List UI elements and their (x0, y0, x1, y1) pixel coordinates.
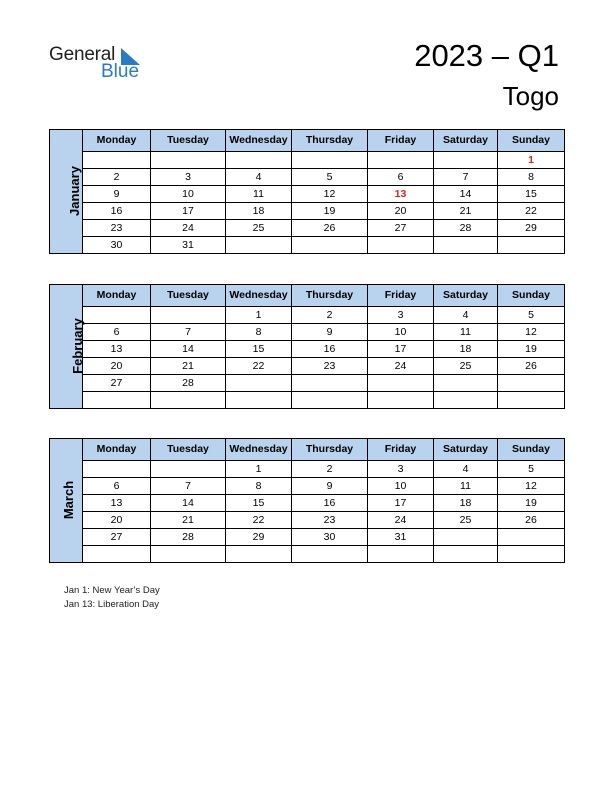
day-cell: 27 (83, 529, 151, 546)
day-cell: 2 (292, 461, 368, 478)
day-cell: 23 (83, 220, 151, 237)
day-cell: 13 (83, 341, 151, 358)
day-cell: 10 (368, 478, 434, 495)
day-cell: 5 (292, 169, 368, 186)
day-cell: 13 (83, 495, 151, 512)
day-cell: 23 (292, 358, 368, 375)
day-cell: 1 (498, 152, 565, 169)
day-cell: 30 (83, 237, 151, 254)
day-cell: 30 (292, 529, 368, 546)
day-cell: 26 (498, 358, 565, 375)
logo-blue-text: Blue (101, 61, 140, 82)
holiday-notes (64, 584, 160, 612)
day-cell: 27 (83, 375, 151, 392)
weekday-header: Tuesday (151, 439, 226, 461)
empty-day-cell (151, 152, 226, 169)
day-cell: 9 (292, 478, 368, 495)
generalblue-logo (49, 44, 149, 84)
month-label (50, 439, 83, 563)
month-name: February (69, 318, 85, 374)
day-cell: 28 (434, 220, 498, 237)
day-cell: 21 (151, 358, 226, 375)
weekday-header: Monday (83, 130, 151, 152)
page-title: 2023 – Q1 (414, 38, 559, 73)
empty-day-cell (151, 546, 226, 563)
day-cell: 7 (151, 478, 226, 495)
day-cell: 17 (368, 341, 434, 358)
empty-day-cell (434, 237, 498, 254)
weekday-header: Sunday (498, 439, 565, 461)
weekday-header: Saturday (434, 130, 498, 152)
day-cell: 25 (434, 358, 498, 375)
week-row (50, 495, 565, 512)
day-cell: 21 (434, 203, 498, 220)
week-row (50, 478, 565, 495)
empty-day-cell (434, 152, 498, 169)
weekday-header: Wednesday (226, 130, 292, 152)
day-cell: 3 (368, 461, 434, 478)
empty-day-cell (226, 237, 292, 254)
empty-day-cell (226, 152, 292, 169)
empty-day-cell (434, 375, 498, 392)
month-calendar-march (49, 438, 564, 563)
weekday-header: Saturday (434, 439, 498, 461)
empty-day-cell (498, 392, 565, 409)
week-row (50, 152, 565, 169)
day-cell: 12 (292, 186, 368, 203)
week-row (50, 203, 565, 220)
weekday-header: Saturday (434, 285, 498, 307)
weekday-header: Thursday (292, 439, 368, 461)
empty-day-cell (151, 307, 226, 324)
week-row (50, 324, 565, 341)
day-cell: 18 (434, 341, 498, 358)
day-cell: 24 (368, 512, 434, 529)
holiday-note: Jan 13: Liberation Day (64, 599, 160, 610)
day-cell: 10 (368, 324, 434, 341)
week-row (50, 546, 565, 563)
month-name: March (61, 480, 77, 520)
empty-day-cell (434, 546, 498, 563)
day-cell: 28 (151, 375, 226, 392)
empty-day-cell (226, 392, 292, 409)
empty-day-cell (368, 152, 434, 169)
day-cell: 1 (226, 461, 292, 478)
empty-day-cell (292, 152, 368, 169)
day-cell: 17 (368, 495, 434, 512)
weekday-header: Wednesday (226, 439, 292, 461)
day-cell: 12 (498, 324, 565, 341)
day-cell: 4 (226, 169, 292, 186)
empty-day-cell (83, 461, 151, 478)
day-cell: 10 (151, 186, 226, 203)
weekday-header: Monday (83, 285, 151, 307)
weekday-header: Friday (368, 285, 434, 307)
day-cell: 22 (498, 203, 565, 220)
month-table (49, 284, 565, 409)
week-row (50, 529, 565, 546)
day-cell: 31 (368, 529, 434, 546)
day-cell: 16 (292, 341, 368, 358)
empty-day-cell (368, 392, 434, 409)
day-cell: 2 (83, 169, 151, 186)
day-cell: 29 (226, 529, 292, 546)
day-cell: 14 (434, 186, 498, 203)
day-cell: 15 (498, 186, 565, 203)
empty-day-cell (151, 392, 226, 409)
day-cell: 7 (151, 324, 226, 341)
day-cell: 5 (498, 461, 565, 478)
weekday-header: Monday (83, 439, 151, 461)
empty-day-cell (434, 529, 498, 546)
day-cell: 19 (292, 203, 368, 220)
day-cell: 22 (226, 358, 292, 375)
day-cell: 19 (498, 341, 565, 358)
day-cell: 4 (434, 307, 498, 324)
weekday-header: Tuesday (151, 130, 226, 152)
empty-day-cell (434, 392, 498, 409)
week-row (50, 237, 565, 254)
empty-day-cell (368, 237, 434, 254)
day-cell: 6 (83, 324, 151, 341)
month-calendar-february (49, 284, 564, 409)
empty-day-cell (151, 461, 226, 478)
week-row (50, 392, 565, 409)
logo-general-text: General (49, 44, 116, 65)
day-cell: 14 (151, 495, 226, 512)
day-cell: 28 (151, 529, 226, 546)
day-cell: 24 (151, 220, 226, 237)
empty-day-cell (498, 237, 565, 254)
month-table (49, 438, 565, 563)
day-cell: 18 (226, 203, 292, 220)
empty-day-cell (498, 375, 565, 392)
day-cell: 17 (151, 203, 226, 220)
month-label (50, 130, 83, 254)
day-cell: 9 (83, 186, 151, 203)
month-label (50, 285, 83, 409)
day-cell: 6 (368, 169, 434, 186)
day-cell: 19 (498, 495, 565, 512)
day-cell: 26 (498, 512, 565, 529)
day-cell: 1 (226, 307, 292, 324)
day-cell: 25 (434, 512, 498, 529)
week-row (50, 307, 565, 324)
week-row (50, 512, 565, 529)
weekday-header: Sunday (498, 285, 565, 307)
day-cell: 16 (292, 495, 368, 512)
week-row (50, 358, 565, 375)
day-cell: 4 (434, 461, 498, 478)
day-cell: 11 (226, 186, 292, 203)
weekday-header: Wednesday (226, 285, 292, 307)
day-cell: 21 (151, 512, 226, 529)
empty-day-cell (292, 375, 368, 392)
weekday-header: Friday (368, 130, 434, 152)
day-cell: 25 (226, 220, 292, 237)
month-table (49, 129, 565, 254)
empty-day-cell (83, 392, 151, 409)
day-cell: 3 (368, 307, 434, 324)
day-cell: 6 (83, 478, 151, 495)
day-cell: 20 (83, 358, 151, 375)
week-row (50, 169, 565, 186)
week-row (50, 375, 565, 392)
week-row (50, 461, 565, 478)
day-cell: 8 (498, 169, 565, 186)
day-cell: 2 (292, 307, 368, 324)
day-cell: 5 (498, 307, 565, 324)
week-row (50, 186, 565, 203)
country-name: Togo (502, 81, 559, 111)
day-cell: 7 (434, 169, 498, 186)
day-cell: 20 (83, 512, 151, 529)
day-cell: 23 (292, 512, 368, 529)
empty-day-cell (368, 546, 434, 563)
week-row (50, 220, 565, 237)
day-cell: 26 (292, 220, 368, 237)
empty-day-cell (292, 237, 368, 254)
day-cell: 8 (226, 324, 292, 341)
day-cell: 8 (226, 478, 292, 495)
empty-day-cell (83, 546, 151, 563)
weekday-header: Tuesday (151, 285, 226, 307)
day-cell: 12 (498, 478, 565, 495)
weekday-header: Friday (368, 439, 434, 461)
empty-day-cell (368, 375, 434, 392)
day-cell: 31 (151, 237, 226, 254)
day-cell: 11 (434, 478, 498, 495)
day-cell: 18 (434, 495, 498, 512)
day-cell: 9 (292, 324, 368, 341)
day-cell: 16 (83, 203, 151, 220)
week-row (50, 341, 565, 358)
empty-day-cell (498, 546, 565, 563)
weekday-header: Sunday (498, 130, 565, 152)
month-calendar-january (49, 129, 564, 254)
day-cell: 24 (368, 358, 434, 375)
empty-day-cell (226, 546, 292, 563)
empty-day-cell (498, 529, 565, 546)
day-cell: 29 (498, 220, 565, 237)
day-cell: 20 (368, 203, 434, 220)
empty-day-cell (226, 375, 292, 392)
day-cell: 15 (226, 495, 292, 512)
empty-day-cell (292, 546, 368, 563)
weekday-header: Thursday (292, 130, 368, 152)
day-cell: 11 (434, 324, 498, 341)
empty-day-cell (292, 392, 368, 409)
empty-day-cell (83, 307, 151, 324)
weekday-header: Thursday (292, 285, 368, 307)
month-name: January (66, 166, 82, 216)
day-cell: 22 (226, 512, 292, 529)
day-cell: 14 (151, 341, 226, 358)
holiday-note: Jan 1: New Year’s Day (64, 585, 160, 596)
day-cell: 3 (151, 169, 226, 186)
day-cell: 27 (368, 220, 434, 237)
empty-day-cell (83, 152, 151, 169)
day-cell: 15 (226, 341, 292, 358)
day-cell: 13 (368, 186, 434, 203)
